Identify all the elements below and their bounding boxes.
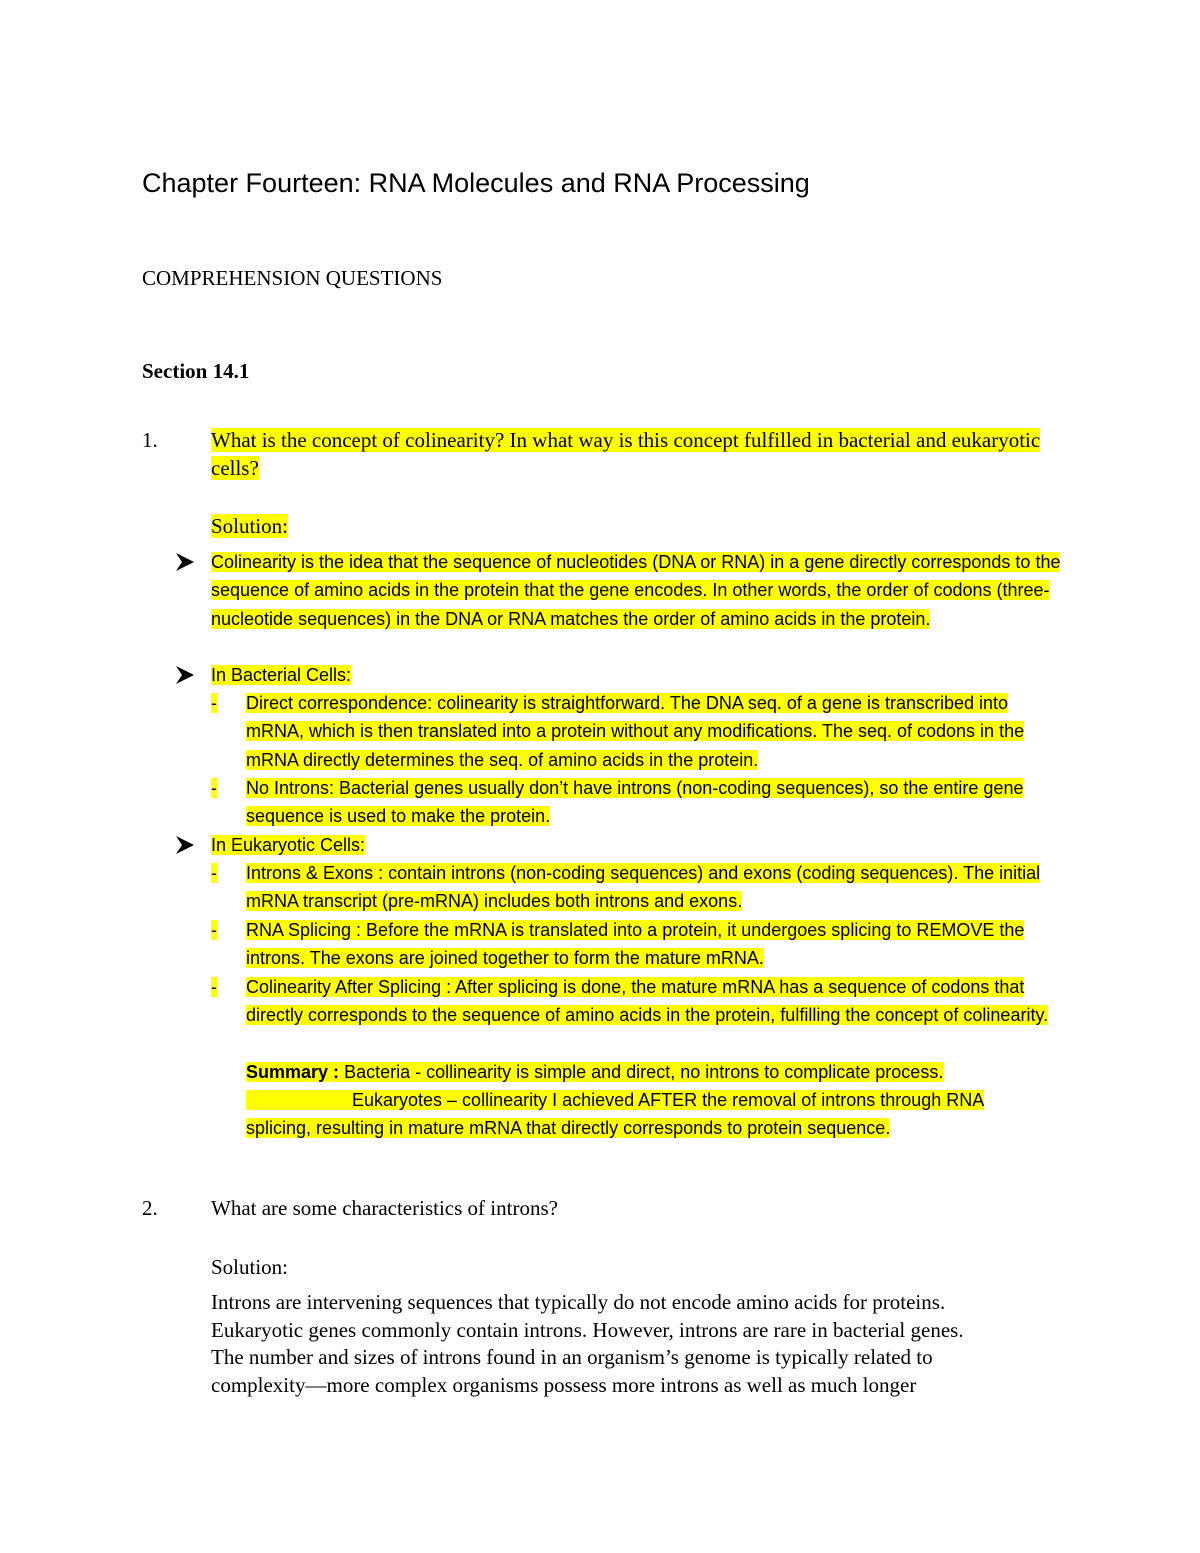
question-1-highlight: What is the concept of colinearity? In what way is this concept fulfilled in bacterial and eukaryotic cells? bbox=[211, 428, 1041, 480]
question-2-text: What are some characteristics of introns? bbox=[211, 1196, 558, 1220]
eukaryotic-introns-exons: Introns & Exons : contain introns (non-coding sequences) and exons (coding sequences). The initial mRNA transcript (pre-mRNA) includes both introns and exons. bbox=[246, 863, 1041, 912]
comprehension-heading: COMPREHENSION QUESTIONS bbox=[142, 266, 443, 290]
answer-line: Eukaryotic genes commonly contain introns. However, introns are rare in bacterial genes. bbox=[211, 1317, 964, 1342]
dash-bullet: - bbox=[211, 920, 217, 940]
page-title: Chapter Fourteen: RNA Molecules and RNA Processing bbox=[142, 168, 810, 198]
arrowhead-bullet-icon bbox=[172, 662, 198, 688]
eukaryotic-colinearity-after-splicing: Colinearity After Splicing : After splicing is done, the mature mRNA has a sequence of codons that directly corresponds to the sequence of amino acids in the protein, fulfilling the concept of colinearity. bbox=[246, 977, 1049, 1026]
question-2-number: 2. bbox=[142, 1196, 158, 1220]
question-1-number: 1. bbox=[142, 428, 158, 452]
arrowhead-bullet-icon bbox=[172, 832, 198, 858]
arrowhead-bullet-icon bbox=[172, 549, 198, 575]
bullet-eukaryotic-cells: In Eukaryotic Cells: bbox=[211, 835, 366, 855]
summary-label: Summary : bbox=[246, 1062, 340, 1082]
answer-line: Introns are intervening sequences that typically do not encode amino acids for proteins. bbox=[211, 1290, 946, 1314]
bullet-bacterial-cells: In Bacterial Cells: bbox=[211, 665, 352, 685]
solution-label-highlight: Solution: bbox=[211, 514, 289, 538]
question-1-text bbox=[211, 426, 1091, 482]
summary-bacteria: Summary : Bacteria - collinearity is simple and direct, no introns to complicate process. bbox=[246, 1062, 944, 1082]
eukaryotic-rna-splicing: RNA Splicing : Before the mRNA is translated into a protein, it undergoes splicing to REMOVE the introns. The exons are joined together to form the mature mRNA. bbox=[246, 920, 1025, 969]
question-2-answer bbox=[211, 1289, 1091, 1399]
dash-bullet: - bbox=[211, 693, 217, 713]
bullet-colinearity-definition: Colinearity is the idea that the sequence of nucleotides (DNA or RNA) in a gene directly corresponds to the sequence of amino acids in the protein that the gene encodes. In other words, the order of codons (three-nucleotide sequences) in the DNA or RNA matches the order of amino acids in the protein. bbox=[211, 552, 1061, 629]
dash-bullet: - bbox=[211, 977, 217, 997]
answer-line: The number and sizes of introns found in an organism’s genome is typically related to bbox=[211, 1345, 933, 1370]
bacterial-no-introns: No Introns: Bacterial genes usually don’t have introns (non-coding sequences), so the entire gene sequence is used to make the protein. bbox=[246, 778, 1024, 827]
summary-eukaryotes-line-2: splicing, resulting in mature mRNA that directly corresponds to protein sequence. bbox=[246, 1118, 891, 1138]
dash-bullet: - bbox=[211, 863, 217, 883]
section-heading: Section 14.1 bbox=[142, 359, 250, 383]
dash-bullet: - bbox=[211, 778, 217, 798]
bacterial-direct-correspondence: Direct correspondence: colinearity is straightforward. The DNA seq. of a gene is transcribed into mRNA, which is then translated into a protein without any modifications. The seq. of codons in the mRNA directly determines the seq. of amino acids in the protein. bbox=[246, 693, 1025, 770]
question-1-solution-label bbox=[211, 512, 1091, 540]
question-2-solution-label: Solution: bbox=[211, 1255, 289, 1279]
summary-eukaryotes-line-1: Eukaryotes – collinearity I achieved AFTER the removal of introns through RNA bbox=[246, 1086, 1066, 1114]
answer-line: complexity—more complex organisms possess more introns as well as much longer bbox=[211, 1372, 917, 1397]
